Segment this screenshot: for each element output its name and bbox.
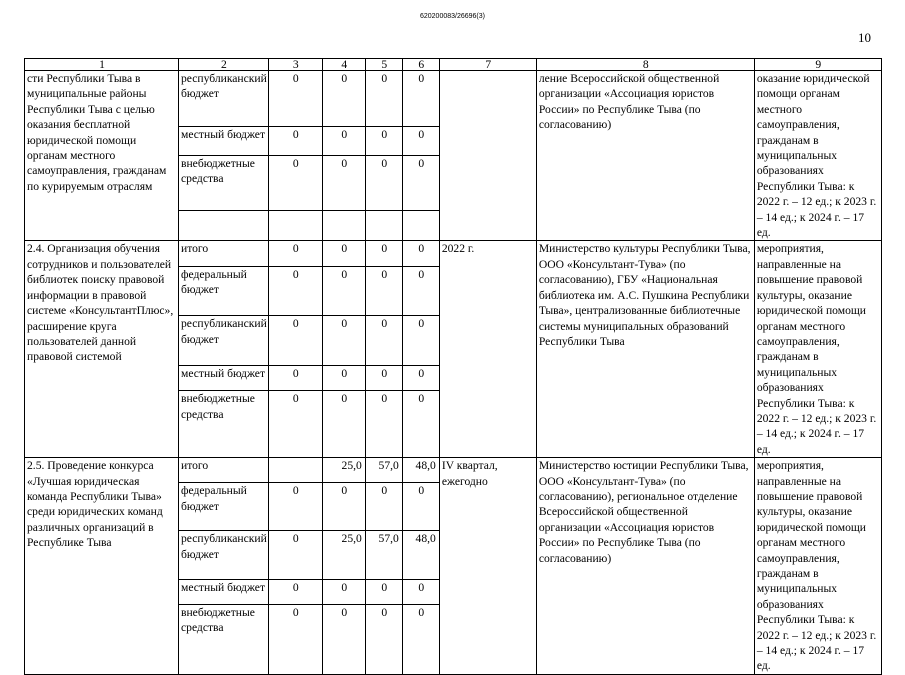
value-col6: 0 — [402, 365, 439, 390]
value-col3: 0 — [268, 155, 322, 211]
value-col4: 0 — [322, 391, 365, 458]
column-header-3: 3 — [268, 59, 322, 71]
funding-source: местный бюджет — [179, 365, 269, 390]
value-col3: 0 — [268, 266, 322, 315]
value-col4: 0 — [322, 365, 365, 390]
value-col5: 0 — [365, 483, 402, 531]
value-col6: 0 — [402, 155, 439, 211]
value-col4: 0 — [322, 266, 365, 315]
value-col4: 0 — [322, 155, 365, 211]
value-col3: 0 — [268, 483, 322, 531]
value-col4: 0 — [322, 71, 365, 127]
column-header-6: 6 — [402, 59, 439, 71]
value-col5: 0 — [365, 391, 402, 458]
funding-source: республиканский бюджет — [179, 316, 269, 365]
value-col3: 0 — [268, 391, 322, 458]
value-col5: 0 — [365, 316, 402, 365]
column-header-5: 5 — [365, 59, 402, 71]
funding-source: внебюджетные средства — [179, 391, 269, 458]
funding-source: федеральный бюджет — [179, 483, 269, 531]
value-col3: 0 — [268, 71, 322, 127]
value-col4: 0 — [322, 126, 365, 155]
column-header-4: 4 — [322, 59, 365, 71]
value-col6: 0 — [402, 241, 439, 266]
value-col6: 0 — [402, 391, 439, 458]
funding-source: итого — [179, 241, 269, 266]
funding-source: итого — [179, 458, 269, 483]
column-number-row — [25, 59, 882, 71]
value-col6: 0 — [402, 579, 439, 604]
activity-executor: ление Всероссийской общественной организации «Ассоциация юристов России» по Республике Тыва (по согласованию) — [536, 71, 754, 241]
value-col4: 0 — [322, 483, 365, 531]
value-col4: 25,0 — [322, 531, 365, 579]
table-row — [25, 71, 882, 127]
page-number: 10 — [858, 30, 871, 45]
value-col3: 0 — [268, 316, 322, 365]
program-activities-table — [24, 58, 882, 675]
activity-executor: Министерство юстиции Республики Тыва, ООО «Консультант-Тува» (по согласованию), региональное отделение Всероссийской общественной организации «Ассоциация юристов России» по Республике Тыва (по согласованию) — [536, 458, 754, 675]
value-col3: 0 — [268, 604, 322, 674]
value-col6: 0 — [402, 316, 439, 365]
activity-result: мероприятия, направленные на повышение правовой культуры, оказание юридической помощи органам местного самоуправления, гражданам в муниципальных образованиях Республики Тыва: к 2022 г. – 12 ед.; к 2023 г. – 14 ед.; к 2024 г. – 17 ед. — [754, 458, 881, 675]
activity-period — [439, 71, 536, 241]
column-header-8: 8 — [536, 59, 754, 71]
column-header-1: 1 — [25, 59, 179, 71]
value-col6: 48,0 — [402, 458, 439, 483]
value-col6: 0 — [402, 71, 439, 127]
activity-period: 2022 г. — [439, 241, 536, 458]
value-col4: 0 — [322, 316, 365, 365]
funding-source: федеральный бюджет — [179, 266, 269, 315]
value-col6: 0 — [402, 483, 439, 531]
activity-name: сти Республики Тыва в муниципальные районы Республики Тыва с целью оказания бесплатной юридической помощи органам местного самоуправления, гражданам по курируемым отраслям — [25, 71, 179, 241]
value-col3: 0 — [268, 531, 322, 579]
value-col6: 0 — [402, 604, 439, 674]
value-col4: 25,0 — [322, 458, 365, 483]
value-col5: 57,0 — [365, 531, 402, 579]
table-row — [25, 458, 882, 483]
value-col3: 0 — [268, 241, 322, 266]
value-col5: 0 — [365, 579, 402, 604]
value-col6: 48,0 — [402, 531, 439, 579]
value-col4: 0 — [322, 579, 365, 604]
activity-name: 2.4. Организация обучения сотрудников и пользователей библиотек поиску правовой информации в правовой системе «КонсультантПлюс», расширение круга пользователей данной правовой системой — [25, 241, 179, 458]
column-header-7: 7 — [439, 59, 536, 71]
value-col6: 0 — [402, 266, 439, 315]
funding-source: внебюджетные средства — [179, 604, 269, 674]
funding-source: республиканский бюджет — [179, 71, 269, 127]
value-col5: 57,0 — [365, 458, 402, 483]
value-col5: 0 — [365, 155, 402, 211]
column-header-9: 9 — [754, 59, 881, 71]
value-col5: 0 — [365, 365, 402, 390]
activity-executor: Министерство культуры Республики Тыва, ООО «Консультант-Тува» (по согласованию), ГБУ «Национальная библиотека им. А.С. Пушкина Республики Тыва», централизованные библиотечные системы муниципальных образований Республики Тыва — [536, 241, 754, 458]
funding-source: местный бюджет — [179, 579, 269, 604]
activity-result: оказание юридической помощи органам местного самоуправления, гражданам в муниципальных образованиях Республики Тыва: к 2022 г. – 12 ед.; к 2023 г. – 14 ед.; к 2024 г. – 17 ед. — [754, 71, 881, 241]
value-col3: 0 — [268, 579, 322, 604]
value-col3: 0 — [268, 365, 322, 390]
value-col4: 0 — [322, 604, 365, 674]
funding-source: республиканский бюджет — [179, 531, 269, 579]
value-col5: 0 — [365, 266, 402, 315]
table-row — [25, 241, 882, 266]
value-col3 — [268, 458, 322, 483]
value-col5: 0 — [365, 241, 402, 266]
value-col3: 0 — [268, 126, 322, 155]
value-col5: 0 — [365, 71, 402, 127]
funding-source: местный бюджет — [179, 126, 269, 155]
activity-period: IV квартал, ежегодно — [439, 458, 536, 675]
activity-result: мероприятия, направленные на повышение правовой культуры, оказание юридической помощи органам местного самоуправления, гражданам в муниципальных образованиях Республики Тыва: к 2022 г. – 12 ед.; к 2023 г. – 14 ед.; к 2024 г. – 17 ед. — [754, 241, 881, 458]
column-header-2: 2 — [179, 59, 269, 71]
value-col5: 0 — [365, 126, 402, 155]
value-col6: 0 — [402, 126, 439, 155]
activity-name: 2.5. Проведение конкурса «Лучшая юридическая команда Республики Тыва» среди юридических команд различных организаций в Республике Тыва — [25, 458, 179, 675]
document-id: 620200083/26696(3) — [419, 13, 485, 20]
value-col5: 0 — [365, 604, 402, 674]
funding-source: внебюджетные средства — [179, 155, 269, 211]
value-col4: 0 — [322, 241, 365, 266]
